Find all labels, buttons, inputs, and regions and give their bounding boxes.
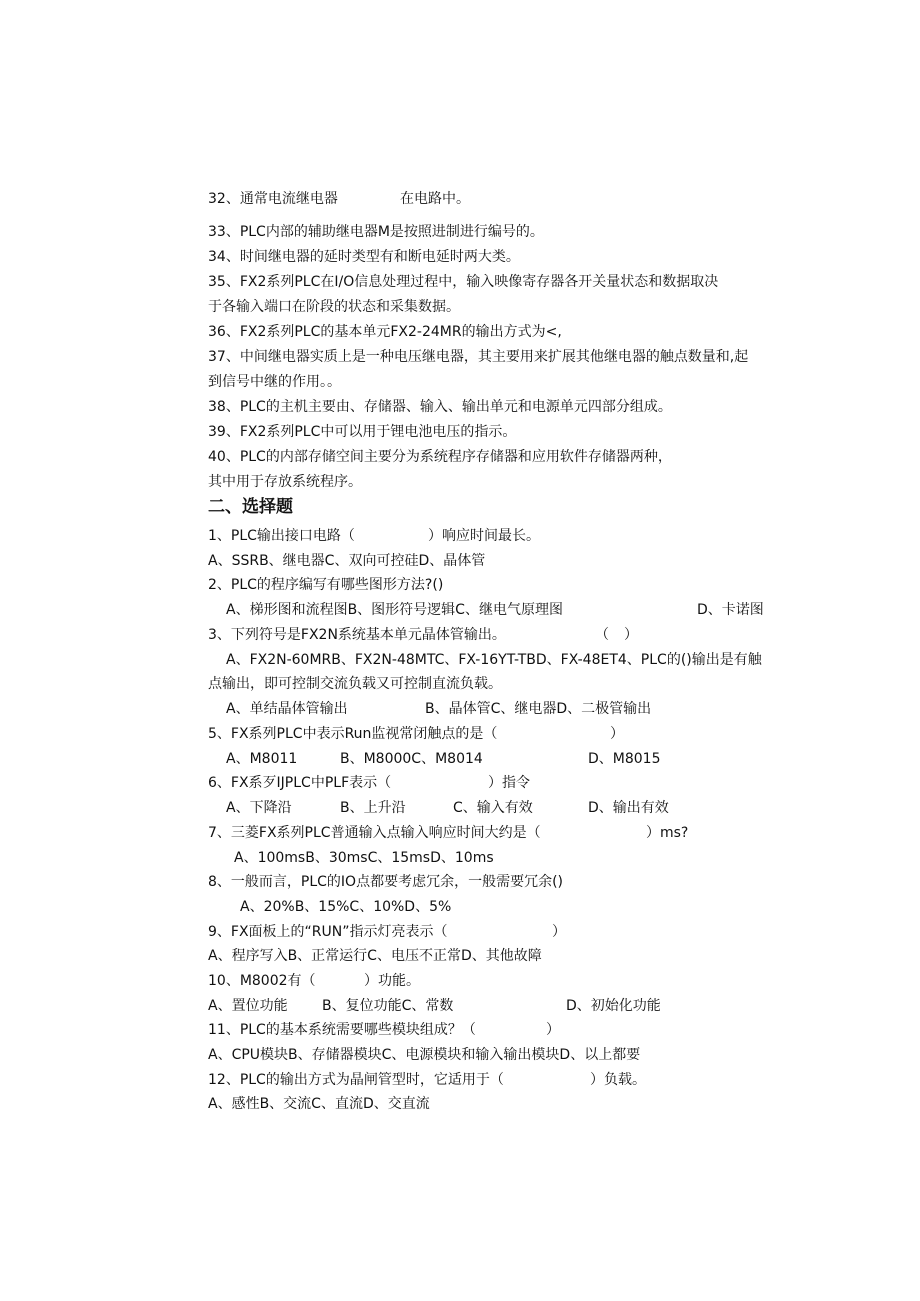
choice-question-2: 2、PLC的程序编写有哪些图形方法?() [208,577,444,593]
choice-question-9-tail: ） [552,924,566,940]
choice-question-12-options: A、感性B、交流C、直流D、交直流 [208,1096,430,1112]
choice-question-6-tail: ）指令 [488,775,530,791]
choice-question-10-option-bc: B、复位功能C、常数 [322,998,454,1014]
choice-question-12-tail: ）负载。 [590,1072,646,1088]
choice-question-2-options-abc: A、梯形图和流程图B、图形符号逻辑C、继电气原理图 [226,602,563,618]
choice-question-1-tail: ）响应时间最长。 [428,528,540,544]
choice-question-5-option-a: A、M8011 [226,751,298,767]
choice-question-8: 8、一般而言，PLC的IO点都要考虑冗余，一般需要冗余() [208,874,563,890]
choice-question-11-tail: ） [546,1022,560,1038]
choice-question-5-option-bc: B、M8000C、M8014 [340,751,483,767]
choice-question-3-open: （ [595,627,609,643]
choice-question-5-option-d: D、M8015 [588,751,661,767]
question-40-line2: 其中用于存放系统程序。 [208,474,362,490]
choice-question-1-stem: 1、PLC输出接口电路（ [208,528,355,544]
choice-question-1-options: A、SSRB、继电器C、双向可控硅D、晶体管 [208,553,486,569]
choice-question-3-options-line2: 点输出，即可控制交流负载又可控制直流负载。 [208,676,502,692]
choice-question-5-tail: ） [610,726,624,742]
choice-question-6-option-a: A、下降沿 [226,800,292,816]
question-39: 39、FX2系列PLC中可以用于锂电池电压的指示。 [208,424,517,440]
choice-question-2-option-d: D、卡诺图 [697,602,764,618]
question-36: 36、FX2系列PLC的基本单元FX2-24MR的输出方式为<, [208,324,562,340]
choice-question-7-options: A、100msB、30msC、15msD、10ms [234,850,494,866]
question-34: 34、时间继电器的延时类型有和断电延时两大类。 [208,249,520,265]
choice-question-6-option-c: C、输入有效 [453,800,533,816]
question-35-line2: 于各输入端口在阶段的状态和采集数据。 [208,299,460,315]
choice-question-3-options-line1: A、FX2N-60MRB、FX2N-48MTC、FX-16YT-TBD、FX-48ET4、PLC的()输出是有触 [226,652,762,668]
choice-question-6-stem: 6、FX系歹IJPLC中PLF表示（ [208,775,392,791]
choice-question-6-option-b: B、上升沿 [340,800,406,816]
question-38: 38、PLC的主机主要由、存储器、输入、输出单元和电源单元四部分组成。 [208,399,672,415]
choice-question-9-options: A、程序写入B、正常运行C、电压不正常D、其他故障 [208,948,542,964]
question-37-line2: 到信号中继的作用。。 [208,374,341,390]
choice-question-9-stem: 9、FX面板上的“RUN”指示灯亮表示（ [208,924,448,940]
section-heading: 二、选择题 [208,497,293,517]
choice-question-12-stem: 12、PLC的输出方式为晶闸管型时，它适用于（ [208,1072,504,1088]
choice-question-7-tail: ）ms? [646,825,689,841]
choice-question-6-option-d: D、输出有效 [588,800,669,816]
choice-question-10-option-d: D、初始化功能 [566,998,661,1014]
question-37-line1: 37、中间继电器实质上是一种电压继电器，其主要用来扩展其他继电器的触点数量和,起 [208,349,749,365]
question-33: 33、PLC内部的辅助继电器M是按照进制进行编号的。 [208,224,544,240]
choice-question-7-stem: 7、三菱FX系列PLC普通输入点输入响应时间大约是（ [208,825,541,841]
choice-question-4-option-a: A、单结晶体管输出 [226,701,348,717]
question-35-line1: 35、FX2系列PLC在I/O信息处理过程中，输入映像寄存器各开关量状态和数据取决 [208,274,719,290]
choice-question-11-options: A、CPU模块B、存储器模块C、电源模块和输入输出模块D、以上都要 [208,1047,641,1063]
choice-question-5-stem: 5、FX系列PLC中表示Run监视常闭触点的是（ [208,726,498,742]
choice-question-3-stem: 3、下列符号是FX2N系统基本单元晶体管输出。 [208,627,506,643]
question-40-line1: 40、PLC的内部存储空间主要分为系统程序存储器和应用软件存储器两种， [208,449,672,465]
choice-question-3-close: ） [624,627,638,643]
choice-question-10-tail: ）功能。 [364,973,420,989]
question-32-stem: 32、通常电流继电器 [208,191,338,207]
question-32-tail: 在电路中。 [400,191,470,207]
choice-question-11-stem: 11、PLC的基本系统需要哪些模块组成？（ [208,1022,476,1038]
choice-question-4-option-bcd: B、晶体管C、继电器D、二极管输出 [425,701,652,717]
choice-question-10-option-a: A、置位功能 [208,998,288,1014]
choice-question-10-stem: 10、M8002有（ [208,973,316,989]
choice-question-8-options: A、20%B、15%C、10%D、5% [240,899,452,915]
